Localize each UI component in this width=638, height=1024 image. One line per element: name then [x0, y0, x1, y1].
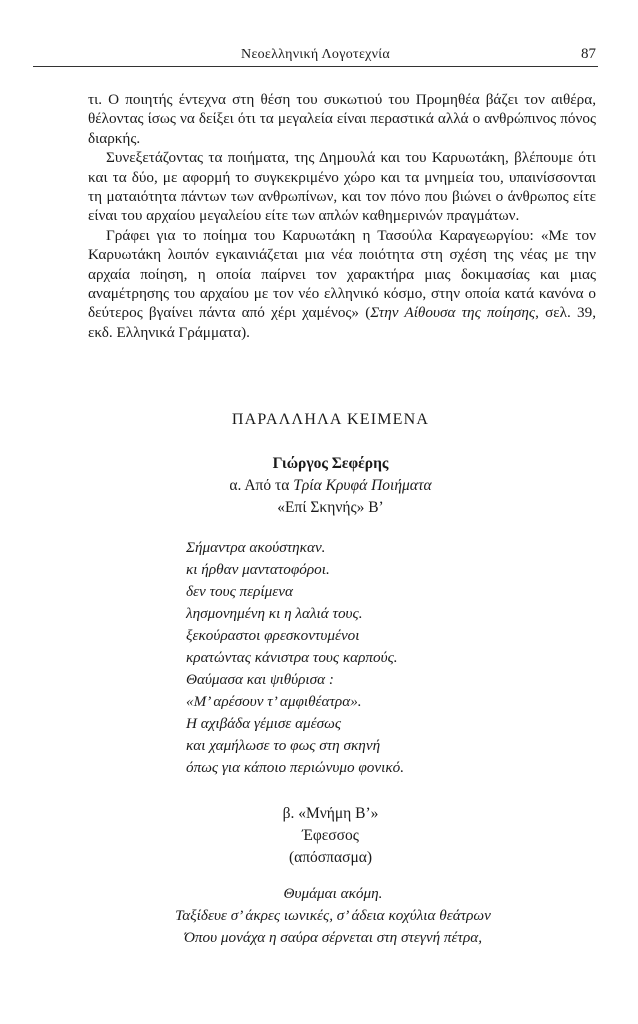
collection-title: Τρία Κρυφά Ποιήματα	[293, 477, 432, 494]
citation-details: , σελ. 39, εκδ. Ελληνικά Γράμματα).	[88, 304, 596, 341]
poem-b-place: Έφεσσος	[302, 827, 359, 844]
paragraph-with-citation	[88, 226, 596, 342]
poem-b-title: β. «Μνήμη Β’»	[282, 805, 379, 822]
section-title: ΠΑΡΑΛΛΗΛΑ ΚΕΙΜΕΝΑ	[231, 411, 430, 428]
poem-a	[186, 537, 404, 779]
running-title: Νεοελληνική Λογοτεχνία	[241, 47, 390, 62]
poem-line: Σήμαντρα ακούστηκαν.	[186, 539, 326, 556]
page-header	[33, 46, 598, 67]
poem-line: Θυμάμαι ακόμη.	[283, 885, 383, 902]
poem-b-note: (απόσπασμα)	[288, 849, 373, 866]
poem-line: ξεκούραστοι φρεσκοντυμένοι	[186, 627, 360, 644]
poem-line: Η αχιβάδα γέμισε αμέσως	[186, 715, 342, 732]
citation-book-title: Στην Αίθουσα της ποίησης	[370, 304, 536, 322]
poem-line: «Μ’ αρέσουν τ’ αμφιθέατρα».	[186, 693, 362, 710]
poem-line: και χαμήλωσε το φως στη σκηνή	[186, 737, 381, 754]
poem-line: κι ήρθαν μαντατοφόροι.	[186, 561, 330, 578]
poem-line: δεν τους περίμενα	[186, 583, 293, 600]
poem-line: λησμονημένη κι η λαλιά τους.	[186, 605, 363, 622]
part-a-prefix: α. Από τα	[229, 477, 294, 494]
poem-line: όπως για κάποιο περιώνυμο φονικό.	[186, 759, 404, 776]
citation-open: (	[359, 304, 371, 322]
poem-b	[88, 883, 578, 949]
part-a-heading	[88, 477, 573, 495]
paragraph: Συνεξετάζοντας τα ποιήματα, της Δημουλά και του Καρυωτάκη, βλέπουμε ότι και τα δύο, με αφορμή το συγκεκριμένο χώρο και τα μνημεία του, υπαινίσσονται τη ματαιότητα πάντων των ανθρωπίνων, και τον πόνο που βιώνει ο άνθρωπος είτε είναι του αρχαίου μεγαλείου είτε των απλών καθημερινών πραγμάτων.	[88, 149, 596, 225]
poem-line: Όπου μονάχα η σαύρα σέρνεται στη στεγνή πέτρα,	[183, 929, 483, 946]
poem-line: κρατώντας κάνιστρα τους καρπούς.	[186, 649, 398, 666]
poem-line: Θαύμασα και ψιθύρισα :	[186, 671, 334, 688]
paragraph: τι. Ο ποιητής έντεχνα στη θέση του συκωτιού του Προμηθέα βάζει τον αιθέρα, θέλοντας ίσως να δείξει ότι τα μεγαλεία είναι περαστικά αλλά ο ανθρώπινος πόνος διαρκής.	[88, 91, 596, 147]
poem-line: Ταξίδευε σ’ άκρες ιωνικές, σ’ άδεια κοχύλια θεάτρων	[175, 907, 491, 924]
body-text	[88, 90, 596, 342]
poem-a-title: «Επί Σκηνής» Β’	[277, 499, 384, 516]
author-name: Γιώργος Σεφέρης	[272, 455, 389, 472]
page-number: 87	[581, 46, 596, 62]
quote-text: Γράφει για το ποίημα του Καρυωτάκη η Τασούλα Καραγεωργίου: «Με τον Καρυωτάκη λοιπόν εγκαινιάζεται μια νέα ποιότητα στη σχέση της νέας με την αρχαία ποίηση, η οποία παίρνει τον χαρακτήρα μιας δοκιμασίας και μιας αναμέτρησης του αρχαίου με τον νέο ελληνικό κόσμο, στην οποία κατά κανόνα ο δεύτερος βγαίνει πάντα από χέρι χαμένος»	[88, 226, 596, 322]
